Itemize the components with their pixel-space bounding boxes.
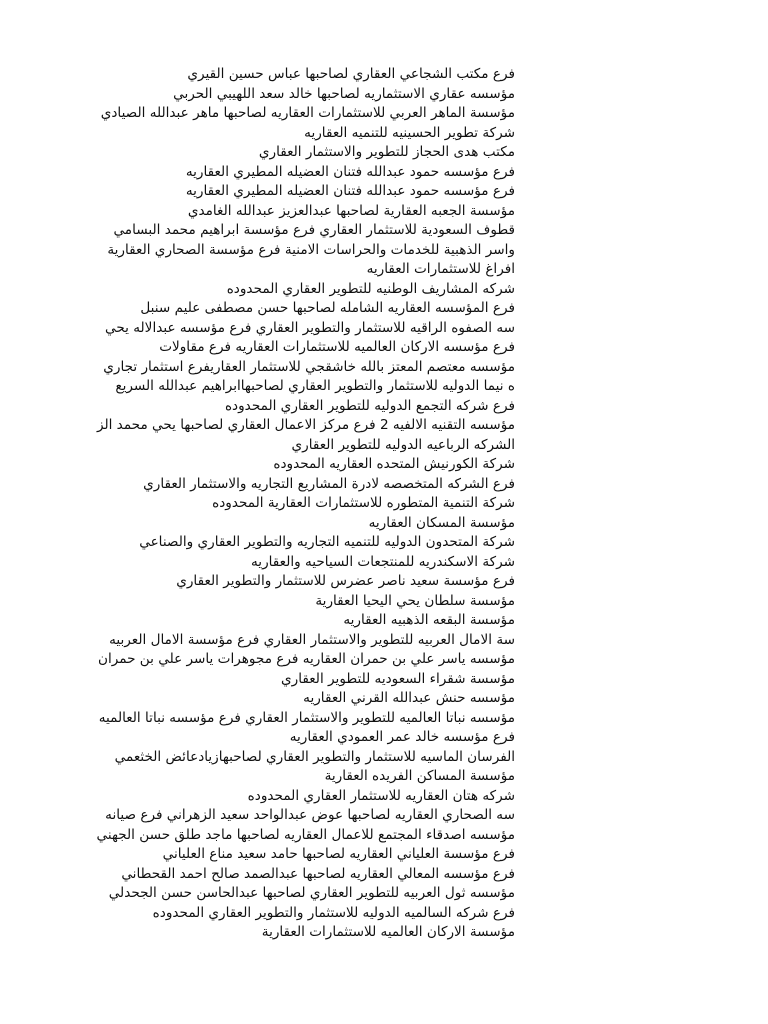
text-line: شركة تطوير الحسينيه للتنميه العقاريه [304, 124, 515, 141]
text-line: فرع مؤسسه حمود عبدالله فتنان العضيله المطيري العقاريه [185, 163, 515, 180]
text-line: مؤسسه عقاري الاستثماريه لصاحبها خالد سعد اللهيبي الحربي [173, 85, 515, 102]
text-line: مؤسسه ثول العربيه للتطوير العقاري لصاحبها عبدالحاسن حسن الجحدلي [108, 885, 515, 901]
text-line: واسر الذهبية للخدمات والحراسات الامنية فرع مؤسسة الصحاري العقارية [107, 241, 515, 258]
text-line: مؤسسة البقعه الذهبيه العقاريه [343, 612, 515, 628]
text-line: مؤسسة المساكن الفريده العقارية [324, 768, 515, 784]
text-line: مؤسسة الاركان العالميه للاستثمارات العقارية [261, 924, 515, 940]
text-line: مؤسسه ياسر علي بن حمران العقاريه فرع مجوهرات ياسر علي بن حمران [97, 651, 515, 667]
text-line: قطوف السعودية للاستثمار العقاري فرع مؤسسة ابراهيم محمد البسامي [113, 222, 515, 238]
text-line: مكتب هدى الحجاز للتطوير والاستثمار العقاري [258, 144, 515, 160]
text-line: شركة التنمية المتطوره للاستثمارات العقارية المحدوده [212, 495, 515, 511]
text-line: فرع الشركه المتخصصه لادرة المشاريع التجاريه والاستثمار العقاري [143, 475, 515, 492]
text-line: فرع مؤسسه الاركان العالميه للاستثمارات العقاريه فرع مقاولات [159, 339, 515, 355]
text-line: فرع شركه التجمع الدوليه للتطوير العقاري المحدوده [224, 397, 515, 414]
text-line: شركه هتان العقاريه للاستثمار العقاري المحدوده [247, 787, 515, 804]
text-line: الفرسان الماسيه للاستثمار والتطوير العقاري لصاحبهازيادعائض الخثعمي [114, 748, 515, 765]
text-line: شركة الكورنيش المتحده العقاريه المحدوده [273, 456, 515, 472]
text-line: افراغ للاستثمارات العقاريه [366, 261, 515, 277]
text-line: مؤسسه اصدقاء المجتمع للاعمال العقاريه لصاحبها ماجد طلق حسن الجهني [96, 826, 515, 843]
text-line: شركة المتحدون الدوليه للتنميه التجاريه والتطوير العقاري والصناعي [139, 534, 515, 550]
text-line: الشركه الرباعيه الدوليه للتطوير العقاري [291, 436, 515, 453]
text-line: سه الصحاري العقاريه لصاحبها عوض عبدالواحد سعيد الزهراني فرع صيانه [105, 807, 515, 823]
text-line: مؤسسة الجعبه العقارية لصاحبها عبدالعزيز عبدالله الغامدي [187, 202, 515, 219]
text-line: مؤسسه معتصم المعتز بالله خاشقجي للاستثمار العقاريفرع استثمار تجاري [103, 358, 515, 375]
text-line: مؤسسه التقنيه الالفيه 2 فرع مركز الاعمال العقاري لصاحبها يحي محمد الز [96, 417, 515, 433]
text-line: مؤسسة سلطان يحي اليحيا العقارية [315, 592, 515, 609]
text-line: فرع مؤسسه المعالي العقاريه لصاحبها عبدالصمد صالح احمد القحطاني [121, 865, 515, 882]
text-line: فرع مؤسسه خالد عمر العمودي العقاريه [289, 729, 515, 745]
text-line: فرع مؤسسه حمود عبدالله فتنان العضيله المطيري العقاريه [185, 183, 515, 199]
text-line: فرع مكتب الشجاعي العقاري لصاحبها عباس حسين القيري [187, 66, 515, 82]
company-list [45, 65, 515, 943]
text-line: مؤسسة المسكان العقاريه [368, 514, 515, 531]
text-line: ه نيما الدوليه للاستثمار والتطوير العقاري لصاحبهاابراهيم عبدالله السريع [115, 378, 515, 394]
text-line: مؤسسة شقراء السعوديه للتطوير العقاري [281, 670, 515, 687]
text-line: فرع مؤسسة سعيد ناصر عضرس للاستثمار والتطوير العقاري [176, 573, 515, 589]
text-line: فرع مؤسسة العلياني العقاريه لصاحبها حامد سعيد مناع العلياني [162, 846, 515, 862]
text-line: مؤسسة الماهر العربي للاستثمارات العقاريه لصاحبها ماهر عبدالله الصيادي [100, 105, 515, 121]
text-line: شركه المشاريف الوطنيه للتطوير العقاري المحدوده [226, 280, 515, 297]
text-line: مؤسسه حنش عبدالله القرني العقاريه [303, 690, 515, 706]
text-line: مؤسسه نباتا العالميه للتطوير والاستثمار العقاري فرع مؤسسه نباتا العالميه [98, 709, 515, 726]
text-line: فرع المؤسسه العقاريه الشامله لصاحبها حسن مصطفى عليم سنبل [140, 300, 515, 316]
text-line: سه الصفوه الراقيه للاستثمار والتطوير العقاري فرع مؤسسه عبدالاله يحي [105, 319, 515, 336]
text-line: فرع شركه السالميه الدوليه للاستثمار والتطوير العقاري المحدوده [152, 904, 515, 921]
text-line: شركة الاسكندريه للمنتجعات السياحيه والعقاريه [251, 553, 515, 570]
text-line: سة الامال العربيه للتطوير والاستثمار العقاري فرع مؤسسة الامال العربيه [109, 631, 515, 648]
